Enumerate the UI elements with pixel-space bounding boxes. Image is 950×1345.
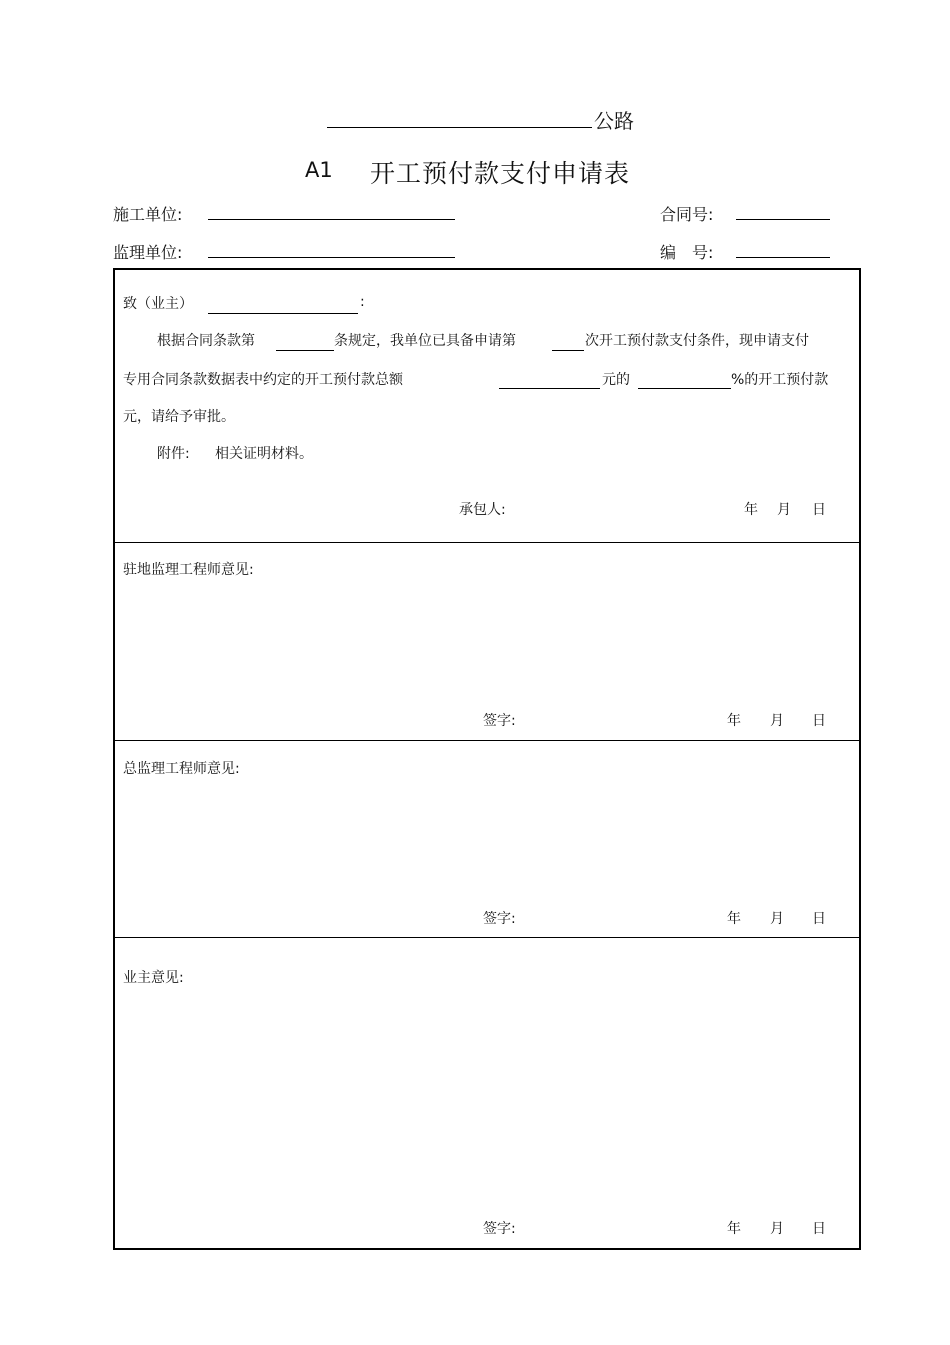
date-month: 月 xyxy=(777,502,791,518)
date-year: 年 xyxy=(727,713,741,729)
sign-label: 签字: xyxy=(483,1221,516,1237)
apply-text-1a: 根据合同条款第 xyxy=(157,333,255,349)
date-month: 月 xyxy=(770,911,784,927)
form-table xyxy=(113,268,861,1250)
apply-text-1b: 条规定，我单位已具备申请第 xyxy=(334,333,516,349)
percentage-field[interactable] xyxy=(638,388,731,389)
total-amount-field[interactable] xyxy=(499,388,600,389)
date-day: 日 xyxy=(812,911,826,927)
date-year: 年 xyxy=(744,502,758,518)
serial-no-label: 编 号: xyxy=(660,243,714,262)
supervisor-field[interactable] xyxy=(208,257,455,258)
owner-name-field[interactable] xyxy=(208,313,358,314)
date-year: 年 xyxy=(727,911,741,927)
clause-number-field[interactable] xyxy=(276,350,334,351)
supervisor-label: 监理单位: xyxy=(113,243,183,262)
payment-count-field[interactable] xyxy=(552,350,584,351)
form-title: 开工预付款支付申请表 xyxy=(370,159,631,188)
date-month: 月 xyxy=(770,1221,784,1237)
date-year: 年 xyxy=(727,1221,741,1237)
date-day: 日 xyxy=(812,502,826,518)
sign-label: 签字: xyxy=(483,713,516,729)
form-code: A1 xyxy=(305,158,333,182)
apply-text-1c: 次开工预付款支付条件，现申请支付 xyxy=(585,333,809,349)
apply-text-2b: 元的 xyxy=(602,372,630,388)
to-owner-label: 致（业主） xyxy=(123,296,193,312)
apply-text-2a: 专用合同条款数据表中约定的开工预付款总额 xyxy=(123,372,403,388)
apply-text-3: 元，请给予审批。 xyxy=(123,409,235,425)
contract-no-field[interactable] xyxy=(736,219,830,220)
section-divider xyxy=(115,542,859,543)
attachment-label: 附件: xyxy=(157,446,190,462)
date-day: 日 xyxy=(812,713,826,729)
resident-engineer-opinion-label: 驻地监理工程师意见: xyxy=(123,562,254,578)
contractor-label: 施工单位: xyxy=(113,205,183,224)
to-owner-colon: : xyxy=(360,294,365,310)
owner-opinion-label: 业主意见: xyxy=(123,970,184,986)
apply-text-2c: %的开工预付款 xyxy=(731,372,829,388)
road-suffix: 公路 xyxy=(594,109,634,133)
sign-label: 签字: xyxy=(483,911,516,927)
serial-no-field[interactable] xyxy=(736,257,830,258)
contract-no-label: 合同号: xyxy=(660,205,714,224)
chief-engineer-opinion-label: 总监理工程师意见: xyxy=(123,761,240,777)
contractor-sign-label: 承包人: xyxy=(459,502,506,518)
section-divider xyxy=(115,937,859,938)
attachment-value: 相关证明材料。 xyxy=(215,446,313,462)
section-divider xyxy=(115,740,859,741)
contractor-field[interactable] xyxy=(208,219,455,220)
date-month: 月 xyxy=(770,713,784,729)
road-name-blank[interactable] xyxy=(327,127,592,128)
date-day: 日 xyxy=(812,1221,826,1237)
